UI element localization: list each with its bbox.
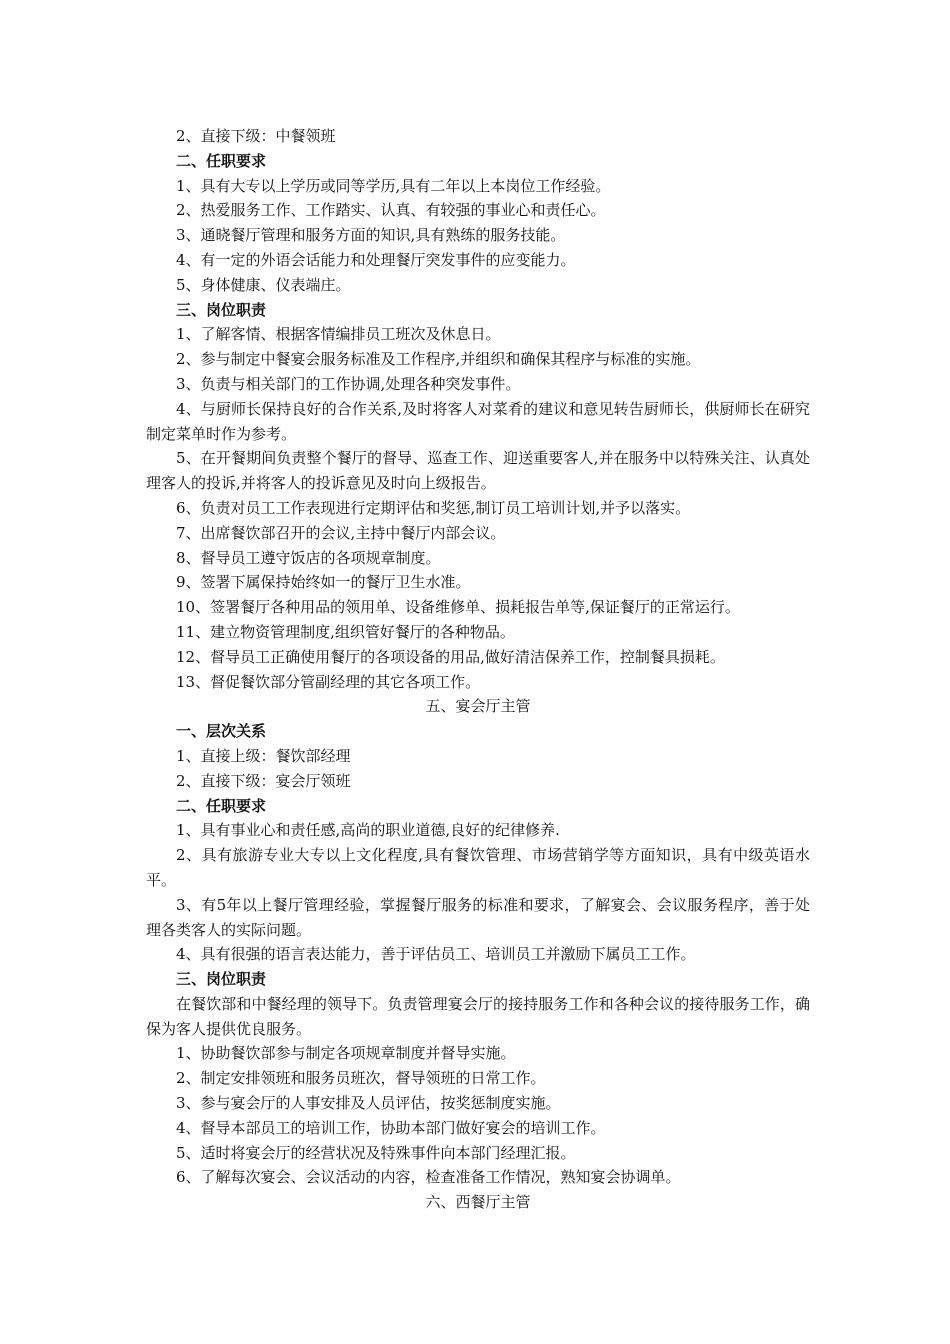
section-heading: 二、任职要求 bbox=[176, 151, 267, 170]
list-item: 4、督导本部员工的培训工作，协助本部门做好宴会的培训工作。 bbox=[176, 1118, 606, 1137]
list-item: 1、协助餐饮部参与制定各项规章制度并督导实施。 bbox=[176, 1044, 516, 1063]
list-item: 3、通晓餐厅管理和服务方面的知识,具有熟练的服务技能。 bbox=[176, 226, 566, 245]
list-item: 2、热爱服务工作、工作踏实、认真、有较强的事业心和责任心。 bbox=[176, 201, 606, 220]
list-paragraph: 4、与厨师长保持良好的合作关系,及时将客人对菜肴的建议和意见转告厨师长，供厨师长在研究制定菜单时作为参考。 bbox=[146, 399, 810, 443]
list-item: 2、直接下级：宴会厅领班 bbox=[176, 771, 351, 790]
list-item: 10、签署餐厅各种用品的领用单、设备维修单、损耗报告单等,保证餐厅的正常运行。 bbox=[176, 598, 740, 617]
list-paragraph: 3、有5年以上餐厅管理经验，掌握餐厅服务的标准和要求，了解宴会、会议服务程序，善于处理各类客人的实际问题。 bbox=[146, 895, 810, 939]
list-item: 9、签署下属保持始终如一的餐厅卫生水准。 bbox=[176, 573, 471, 592]
list-item: 3、参与宴会厅的人事安排及人员评估，按奖惩制度实施。 bbox=[176, 1094, 561, 1113]
document-body bbox=[146, 124, 810, 1215]
list-paragraph: 5、在开餐期间负责整个餐厅的督导、巡查工作、迎送重要客人,并在服务中以特殊关注、认真处理客人的投诉,并将客人的投诉意见及时向上级报告。 bbox=[146, 449, 810, 493]
list-item: 3、负责与相关部门的工作协调,处理各种突发事件。 bbox=[176, 374, 521, 393]
list-item: 5、身体健康、仪表端庄。 bbox=[176, 275, 351, 294]
section-heading: 三、岗位职责 bbox=[176, 970, 267, 989]
list-item: 12、督导员工正确使用餐厅的各项设备的用品,做好清洁保养工作，控制餐具损耗。 bbox=[176, 647, 725, 666]
list-item: 8、督导员工遵守饭店的各项规章制度。 bbox=[176, 548, 441, 567]
list-item: 11、建立物资管理制度,组织管好餐厅的各种物品。 bbox=[176, 622, 515, 641]
section-heading: 二、任职要求 bbox=[176, 796, 267, 815]
list-item: 2、直接下级：中餐领班 bbox=[176, 127, 336, 145]
list-item: 7、出席餐饮部召开的会议,主持中餐厅内部会议。 bbox=[176, 523, 506, 542]
list-item: 13、督促餐饮部分管副经理的其它各项工作。 bbox=[176, 672, 481, 691]
intro-paragraph: 在餐饮部和中餐经理的领导下。负责管理宴会厅的接持服务工作和各种会议的接待服务工作，确保为客人提供优良服务。 bbox=[146, 994, 810, 1038]
list-item: 5、适时将宴会厅的经营状况及特殊事件向本部门经理汇报。 bbox=[176, 1143, 576, 1162]
list-item: 1、具有事业心和责任感,高尚的职业道德,良好的纪律修养. bbox=[176, 821, 560, 840]
list-paragraph: 2、具有旅游专业大专以上文化程度,具有餐饮管理、市场营销学等方面知识，具有中级英语水平。 bbox=[146, 846, 810, 889]
section-heading: 一、层次关系 bbox=[176, 722, 267, 741]
section-title: 六、西餐厅主管 bbox=[425, 1193, 531, 1212]
section-heading: 三、岗位职责 bbox=[176, 300, 267, 319]
list-item: 1、具有大专以上学历或同等学历,具有二年以上本岗位工作经验。 bbox=[176, 176, 611, 195]
list-item: 2、参与制定中餐宴会服务标准及工作程序,并组织和确保其程序与标准的实施。 bbox=[176, 350, 701, 369]
list-item: 4、有一定的外语会话能力和处理餐厅突发事件的应变能力。 bbox=[176, 250, 576, 269]
list-item: 1、了解客情、根据客情编排员工班次及休息日。 bbox=[176, 325, 501, 344]
list-item: 4、具有很强的语言表达能力，善于评估员工、培训员工并激励下属员工工作。 bbox=[176, 945, 696, 964]
list-item: 1、直接上级：餐饮部经理 bbox=[176, 746, 351, 765]
list-item: 2、制定安排领班和服务员班次，督导领班的日常工作。 bbox=[176, 1069, 546, 1088]
section-title: 五、宴会厅主管 bbox=[425, 697, 531, 716]
list-item: 6、了解每次宴会、会议活动的内容，检查准备工作情况，熟知宴会协调单。 bbox=[176, 1168, 681, 1187]
list-item: 6、负责对员工工作表现进行定期评估和奖惩,制订员工培训计划,并予以落实。 bbox=[176, 498, 691, 517]
